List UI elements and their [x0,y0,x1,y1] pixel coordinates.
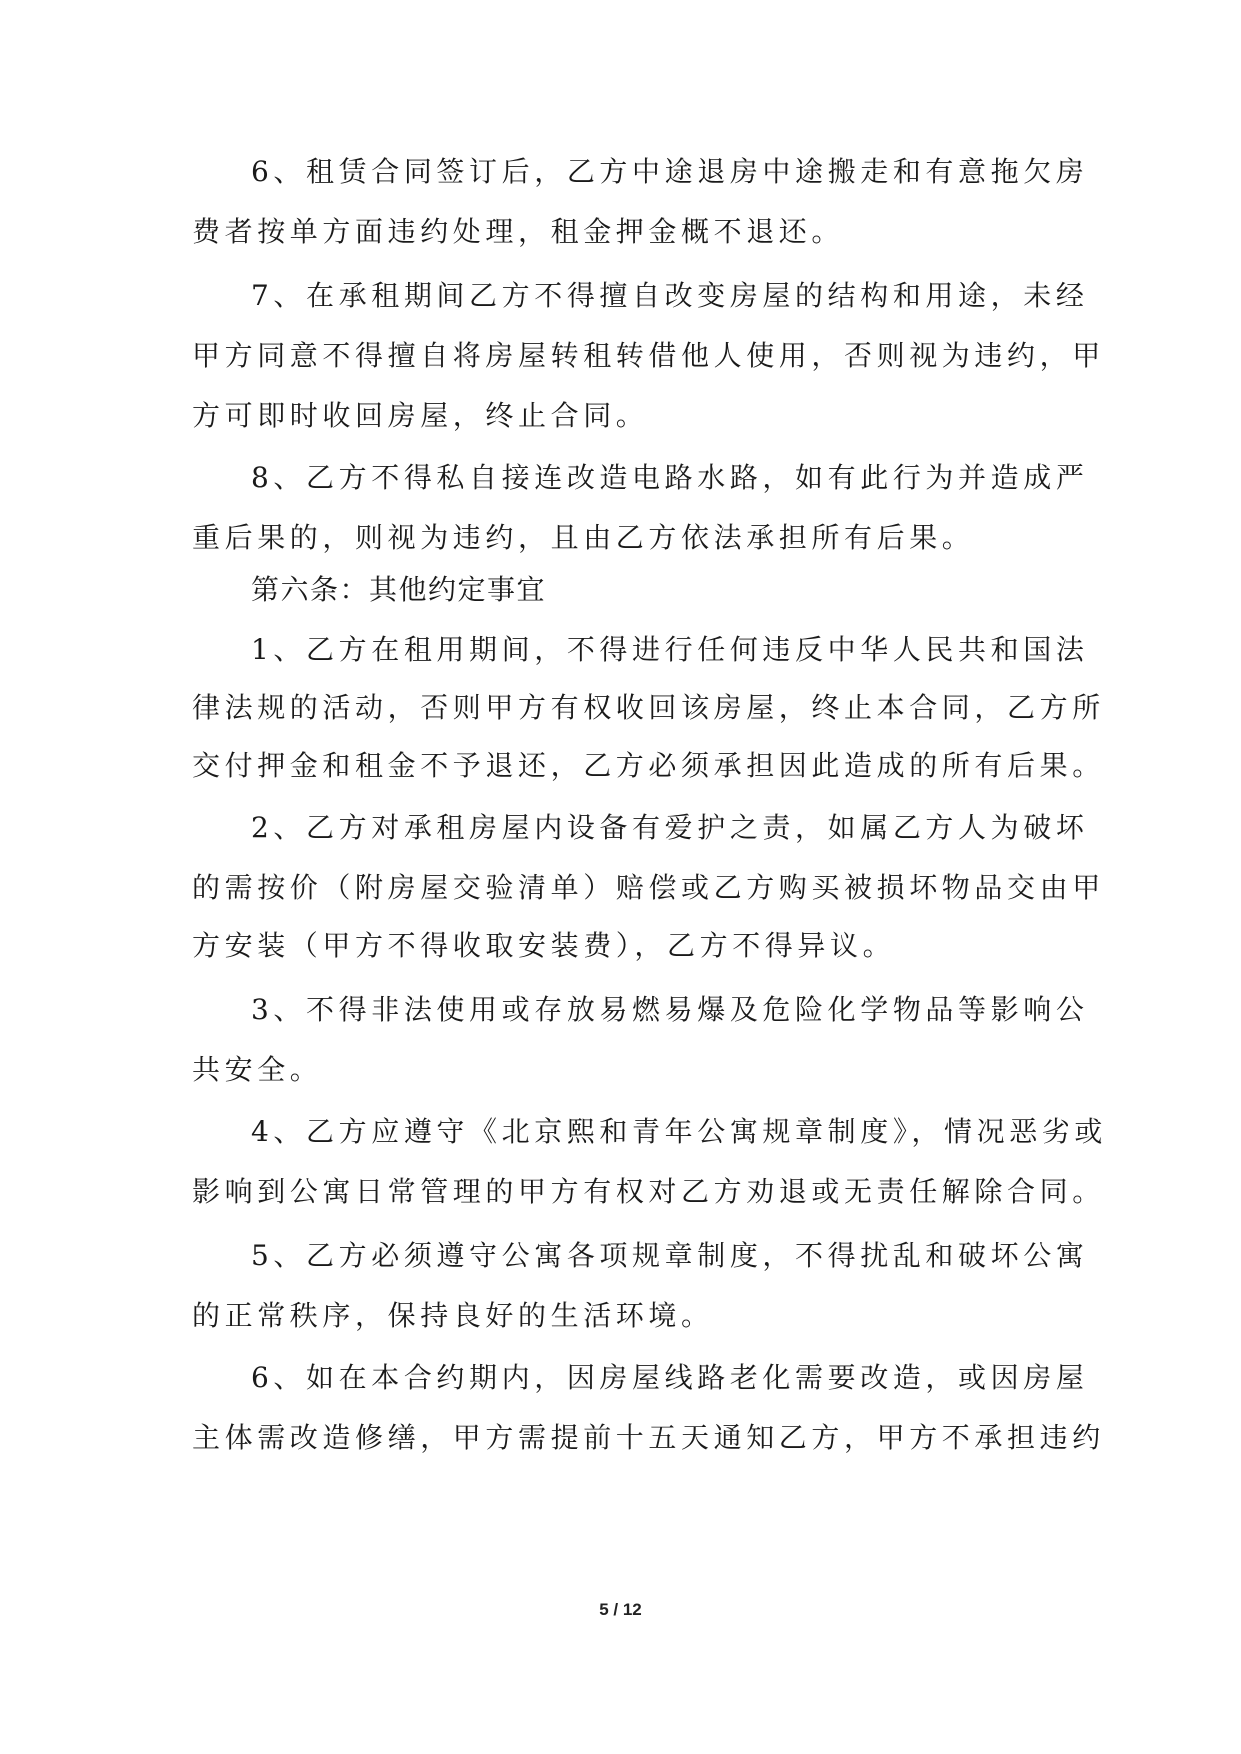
other-2-line-1: 2、乙方对承租房屋内设备有爱护之责，如属乙方人为破坏 [251,811,1089,844]
other-4-line-2: 影响到公寓日常管理的甲方有权对乙方劝退或无责任解除合同。 [192,1175,1105,1208]
other-1-line-3: 交付押金和租金不予退还，乙方必须承担因此造成的所有后果。 [192,749,1105,782]
other-2-line-2: 的需按价（附房屋交验清单）赔偿或乙方购买被损坏物品交由甲 [192,871,1105,904]
clause-8-line-2: 重后果的，则视为违约，且由乙方依法承担所有后果。 [192,521,975,554]
other-1-line-2: 律法规的活动，否则甲方有权收回该房屋，终止本合同，乙方所 [192,691,1105,724]
clause-7-line-2: 甲方同意不得擅自将房屋转租转借他人使用，否则视为违约，甲 [192,339,1105,372]
other-2-line-3: 方安装（甲方不得收取安装费），乙方不得异议。 [192,929,896,962]
page-number: 5 / 12 [599,1600,642,1619]
other-1-line-1: 1、乙方在租用期间，不得进行任何违反中华人民共和国法 [251,633,1089,666]
other-6-line-2: 主体需改造修缮，甲方需提前十五天通知乙方，甲方不承担违约 [192,1421,1105,1454]
clause-6-line-2: 费者按单方面违约处理，租金押金概不退还。 [192,215,845,248]
other-5-line-2: 的正常秩序，保持良好的生活环境。 [192,1299,714,1332]
other-3-line-1: 3、不得非法使用或存放易燃易爆及危险化学物品等影响公 [251,993,1089,1026]
section-heading: 第六条：其他约定事宜 [251,573,547,606]
other-3-line-2: 共安全。 [192,1053,323,1086]
other-6-line-1: 6、如在本合约期内，因房屋线路老化需要改造，或因房屋 [251,1361,1089,1394]
clause-8-line-1: 8、乙方不得私自接连改造电路水路，如有此行为并造成严 [251,461,1089,494]
other-5-line-1: 5、乙方必须遵守公寓各项规章制度，不得扰乱和破坏公寓 [251,1239,1089,1272]
other-4-line-1: 4、乙方应遵守《北京熙和青年公寓规章制度》，情况恶劣或 [251,1115,1108,1148]
clause-7-line-3: 方可即时收回房屋，终止合同。 [192,399,649,432]
clause-7-line-1: 7、在承租期间乙方不得擅自改变房屋的结构和用途，未经 [251,279,1089,312]
clause-6-line-1: 6、租赁合同签订后，乙方中途退房中途搬走和有意拖欠房 [251,155,1089,188]
